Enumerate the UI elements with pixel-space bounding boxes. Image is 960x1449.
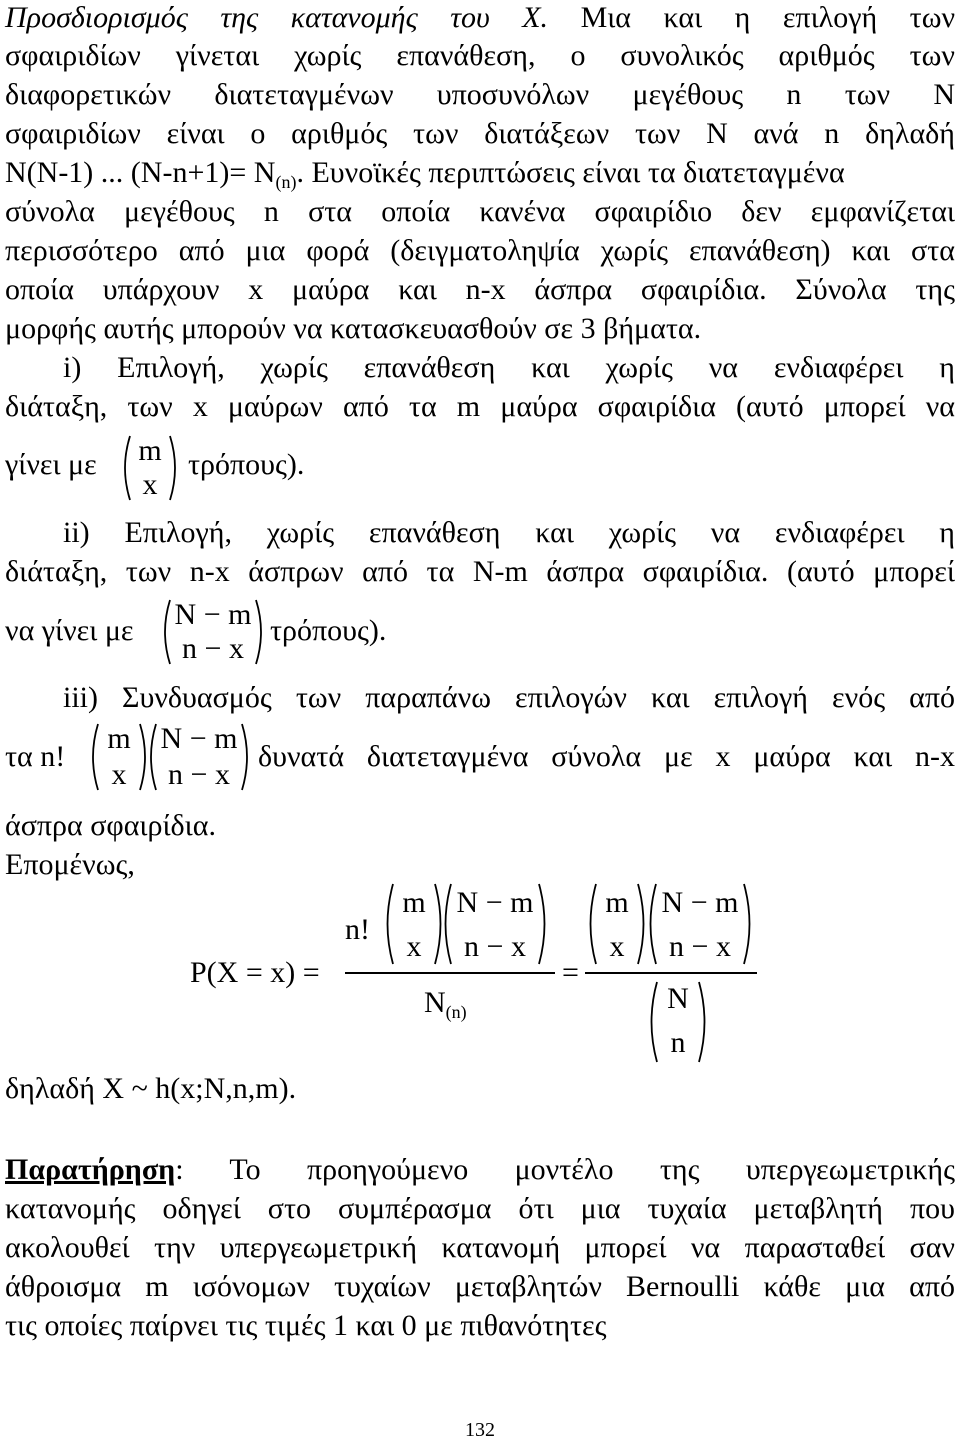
paragraph1-line2: σφαιριδίων γίνεται χωρίς επανάθεση, ο συνολικός αριθμός των bbox=[5, 39, 955, 72]
step2-binomial bbox=[160, 598, 266, 666]
paragraph1-line3: διαφορετικών διατεταγμένων υποσυνόλων μεγέθους n των N bbox=[5, 78, 955, 111]
formula-rhs-binomial-Nm-nx-bottom: n − x bbox=[669, 930, 731, 963]
step3-line1: iii) Συνδυασμός των παραπάνω επιλογών και επιλογή ενός από bbox=[63, 681, 955, 714]
formula-rhs-binomial-Nm-nx-top: N − m bbox=[661, 886, 739, 919]
paragraph1-line5-rest: . Ευνοϊκές περιπτώσεις είναι τα διατεταγμένα bbox=[296, 156, 845, 189]
step1-binomial-bottom: x bbox=[142, 468, 158, 501]
remark-line3: ακολουθεί την υπεργεωμετρική κατανομή μπορεί να παρασταθεί σαν bbox=[5, 1231, 955, 1264]
step1-line2: διάταξη, των x μαύρων από τα m μαύρα σφαιρίδια (αυτό μπορεί να bbox=[5, 390, 955, 423]
formula-binomial-Nm-nx-top: N − m bbox=[456, 886, 534, 919]
step2-suffix: τρόπους). bbox=[270, 614, 387, 647]
step1-line1: i) Επιλογή, χωρίς επανάθεση και χωρίς να ενδιαφέρει η bbox=[63, 351, 955, 384]
paragraph1-line5 bbox=[5, 155, 955, 194]
step3-binomial-1 bbox=[88, 722, 150, 792]
formula-denominator-N: N bbox=[424, 986, 446, 1019]
formula-rhs-binomial-N-n-bottom: n bbox=[670, 1026, 686, 1059]
section-heading: Προσδιορισμός της κατανομής του Χ. bbox=[5, 1, 549, 34]
step3-prefix: τα n! bbox=[5, 740, 66, 773]
remark-label: Παρατήρηση bbox=[5, 1153, 176, 1186]
step1-binomial-top: m bbox=[138, 434, 162, 467]
permutation-expression: N(N-1) ... (N-n+1)= N bbox=[5, 156, 276, 189]
step3-binomial-2-top: N − m bbox=[160, 722, 238, 755]
formula-binomial-m-x bbox=[382, 882, 446, 966]
step3-binomial-1-top: m bbox=[107, 722, 131, 755]
remark-line2: κατανομής οδηγεί στο συμπέρασμα ότι μια τυχαία μεταβλητή που bbox=[5, 1192, 955, 1225]
paragraph1-line1-rest: Μια και η επιλογή των bbox=[580, 1, 956, 34]
step2-prefix: να γίνει με bbox=[5, 614, 134, 647]
formula-n-factorial: n! bbox=[345, 913, 370, 946]
paragraph1-line8: οποία υπάρχουν x μαύρα και n-x άσπρα σφαιρίδια. Σύνολα της bbox=[5, 273, 955, 306]
formula-intro: Επομένως, bbox=[5, 848, 135, 881]
formula-rhs-binomial-Nm-nx bbox=[645, 882, 755, 966]
formula-denominator-subscript: (n) bbox=[445, 1002, 467, 1022]
formula-fraction-bar-left bbox=[345, 972, 555, 974]
step2-binomial-top: N − m bbox=[174, 598, 252, 631]
step2-line2: διάταξη, των n-x άσπρων από τα N-m άσπρα σφαιρίδια. (αυτό μπορεί bbox=[5, 555, 955, 588]
step1-prefix: γίνει με bbox=[5, 448, 97, 481]
step3-suffix: δυνατά διατεταγμένα σύνολα με x μαύρα και n-x bbox=[258, 740, 955, 773]
formula-rhs-binomial-N-n-top: N bbox=[667, 982, 689, 1015]
paragraph1-line6: σύνολα μεγέθους n στα οποία κανένα σφαιρίδιο δεν εμφανίζεται bbox=[5, 195, 955, 228]
formula-denominator bbox=[424, 985, 467, 1024]
step1-binomial bbox=[120, 434, 180, 502]
formula-rhs-binomial-m-x-bottom: x bbox=[609, 930, 625, 963]
remark-line5: τις οποίες παίρνει τις τιμές 1 και 0 με πιθανότητες bbox=[5, 1309, 607, 1342]
formula-fraction-bar-right bbox=[585, 972, 757, 974]
formula-rhs-binomial-m-x bbox=[585, 882, 649, 966]
remark-line1 bbox=[5, 1152, 955, 1188]
formula-rhs-binomial-m-x-top: m bbox=[605, 886, 629, 919]
paragraph1-line4: σφαιριδίων είναι ο αριθμός των διατάξεων των N ανά n δηλαδή bbox=[5, 117, 955, 150]
paragraph1-line9: μορφής αυτής μπορούν να κατασκευασθούν σε 3 βήματα. bbox=[5, 312, 702, 345]
formula-binomial-m-x-top: m bbox=[402, 886, 426, 919]
remark-line4: άθροισμα m ισόνομων τυχαίων μεταβλητών Bernoulli κάθε μια από bbox=[5, 1270, 955, 1303]
formula-lhs: P(X = x) = bbox=[190, 956, 320, 989]
formula-binomial-Nm-nx bbox=[440, 882, 550, 966]
formula-binomial-m-x-bottom: x bbox=[406, 930, 422, 963]
paragraph1-line1 bbox=[5, 0, 955, 36]
step3-binomial-2 bbox=[146, 722, 252, 792]
page-number: 132 bbox=[465, 1419, 495, 1441]
paragraph1-line7: περισσότερο από μια φορά (δειγματοληψία χωρίς επανάθεση) και στα bbox=[5, 234, 955, 267]
step2-binomial-bottom: n − x bbox=[182, 632, 244, 665]
step3-binomial-1-bottom: x bbox=[111, 758, 127, 791]
permutation-subscript: (n) bbox=[275, 172, 297, 192]
remark-line1-rest: : Το προηγούμενο μοντέλο της υπεργεωμετρικής bbox=[175, 1153, 955, 1186]
formula-rhs-binomial-N-n bbox=[646, 980, 710, 1064]
formula-conclusion: δηλαδή X ~ h(x;N,n,m). bbox=[5, 1072, 297, 1105]
formula-binomial-Nm-nx-bottom: n − x bbox=[464, 930, 526, 963]
step3-binomial-2-bottom: n − x bbox=[168, 758, 230, 791]
step1-suffix: τρόπους). bbox=[188, 448, 305, 481]
formula-equals: = bbox=[562, 956, 579, 989]
step3-line3: άσπρα σφαιρίδια. bbox=[5, 809, 216, 842]
step2-line1: ii) Επιλογή, χωρίς επανάθεση και χωρίς να ενδιαφέρει η bbox=[63, 516, 955, 549]
